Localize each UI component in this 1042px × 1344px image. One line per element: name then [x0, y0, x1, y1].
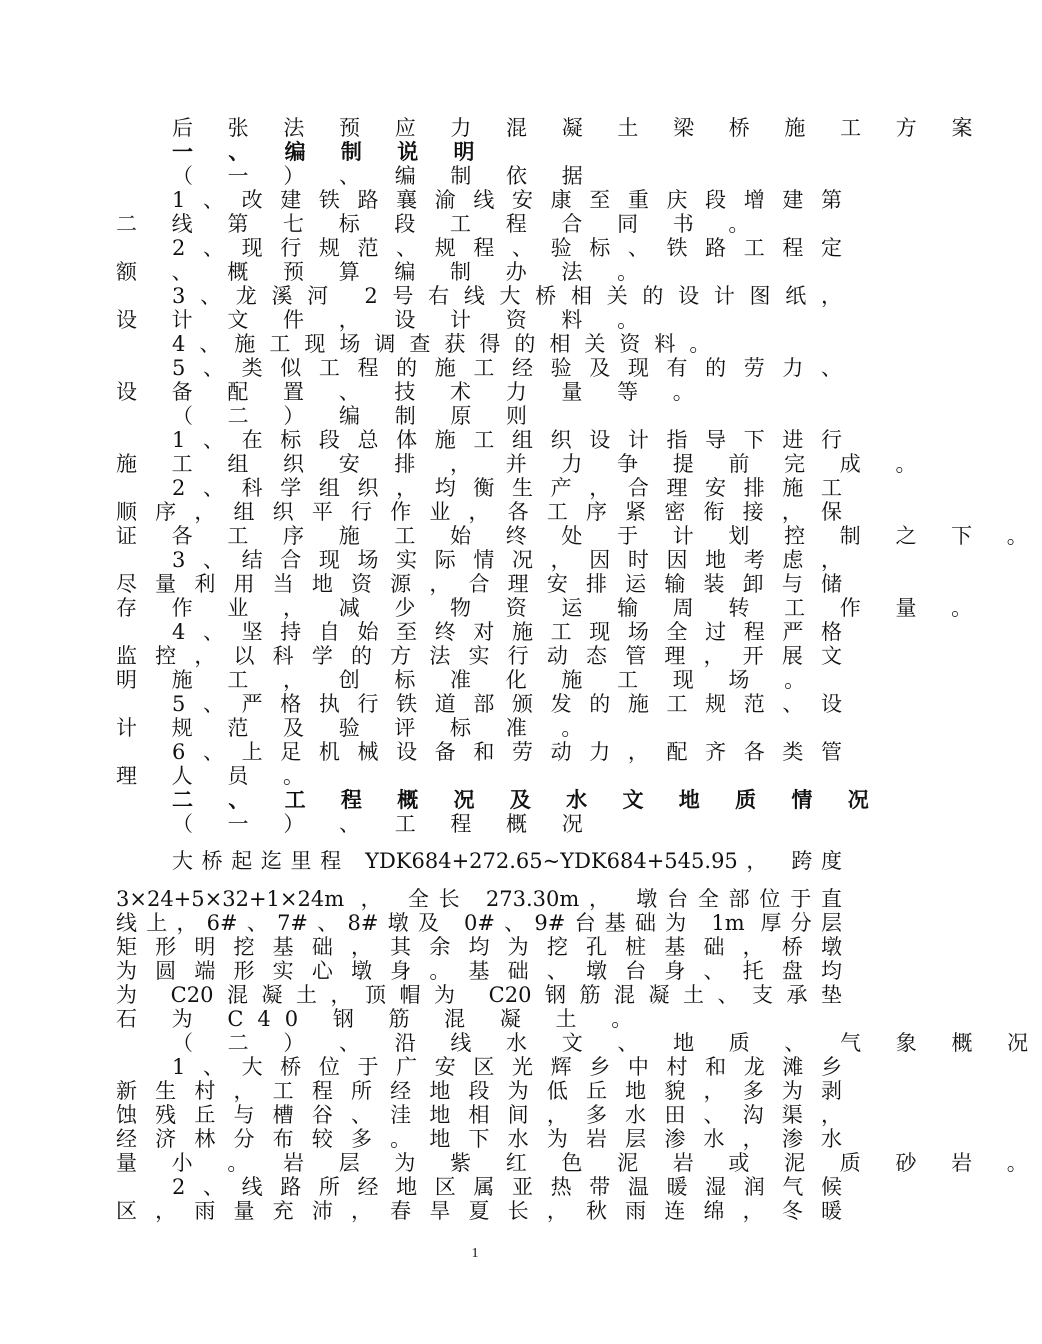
- text-line: 区，雨量充沛，春旱夏长，秋雨连绵，冬暖: [116, 1199, 842, 1223]
- text-line: 额 、 概 预 算 编 制 办 法 。: [116, 260, 653, 284]
- text-line: 证 各 工 序 施 工 始 终 处 于 计 划 控 制 之 下 。: [116, 524, 1042, 548]
- text-line: 5、类似工程的施工经验及现有的劳力、: [172, 356, 842, 380]
- text-line: 1、改建铁路襄渝线安康至重庆段增建第: [172, 188, 842, 212]
- text-line: 3、结合现场实际情况，因时因地考虑，: [172, 548, 842, 572]
- text-line: 3×24+5×32+1×24m ， 全长 273.30m， 墩台全部位于直: [116, 887, 842, 911]
- text-line: 一 、 编 制 说 明: [172, 139, 489, 164]
- text-line: 量 小 。 岩 层 为 紫 红 色 泥 岩 或 泥 质 砂 岩 。: [116, 1151, 1042, 1175]
- text-line: 3、龙溪河 2号右线大桥相关的设计图纸，: [172, 284, 842, 308]
- text-line: 新生村，工程所经地段为低丘地貌，多为剥: [116, 1079, 842, 1103]
- text-line: 蚀残丘与槽谷、洼地相间，多水田、沟渠，: [116, 1103, 842, 1127]
- text-line: 6、上足机械设备和劳动力，配齐各类管: [172, 740, 842, 764]
- text-line: 石 为 C40 钢 筋 混 凝 土 。: [116, 1007, 647, 1031]
- text-line: 1、在标段总体施工组织设计指导下进行: [172, 428, 842, 452]
- text-line: 矩形明挖基础，其余均为挖孔桩基础，桥墩: [116, 935, 842, 959]
- text-line: 5、严格执行铁道部颁发的施工规范、设: [172, 692, 842, 716]
- page-number: 1: [471, 1246, 479, 1261]
- text-line: 线上，6#、7#、8#墩及 0#、9#台基础为 1m 厚分层: [116, 911, 842, 935]
- text-line: 尽量利用当地资源，合理安排运输装卸与储: [116, 572, 842, 596]
- text-line: 计 规 范 及 验 评 标 准 。: [116, 716, 597, 740]
- text-line: 2、现行规范、规程、验标、铁路工程定: [172, 236, 842, 260]
- text-line: 2、线路所经地区属亚热带温暖湿润气候: [172, 1175, 842, 1199]
- text-line: 施 工 组 织 安 排 ， 并 力 争 提 前 完 成 。: [116, 452, 931, 476]
- text-line: （ 二 ） 编 制 原 则: [172, 404, 542, 428]
- text-line: 设 备 配 置 、 技 术 力 量 等 。: [116, 380, 708, 404]
- text-line: 为 C20混凝土，顶帽为 C20钢筋混凝土、支承垫: [116, 983, 842, 1007]
- text-line: （ 一 ） 、 工 程 概 况: [172, 812, 597, 836]
- text-line: 顺序，组织平行作业，各工序紧密衔接，保: [116, 500, 842, 524]
- text-line: 1、大桥位于广安区光辉乡中村和龙滩乡: [172, 1055, 842, 1079]
- text-line: 存 作 业 ， 减 少 物 资 运 输 周 转 工 作 量 。: [116, 596, 987, 620]
- text-line: 二 线 第 七 标 段 工 程 合 同 书 。: [116, 212, 764, 236]
- text-line: 4、坚持自始至终对施工现场全过程严格: [172, 620, 842, 644]
- text-line: 为圆端形实心墩身。基础、墩台身、托盘均: [116, 959, 842, 983]
- text-line: 理 人 员 。: [116, 764, 319, 788]
- text-line: （ 一 ） 、 编 制 依 据: [172, 164, 597, 188]
- text-line: （ 二 ） 、 沿 线 水 文 、 地 质 、 气 象 概 况: [172, 1031, 1042, 1055]
- text-line: 大桥起迄里程 YDK684+272.65~YDK684+545.95， 跨度: [172, 849, 842, 873]
- text-line: 4、施工现场调查获得的相关资料。: [172, 332, 725, 356]
- text-line: 后 张 法 预 应 力 混 凝 土 梁 桥 施 工 方 案: [172, 116, 987, 140]
- text-line: 经济林分布较多。地下水为岩层渗水，渗水: [116, 1127, 842, 1151]
- text-line: 监控，以科学的方法实行动态管理，开展文: [116, 644, 842, 668]
- text-line: 明 施 工 ， 创 标 准 化 施 工 现 场 。: [116, 668, 820, 692]
- text-line: 2、科学组织，均衡生产，合理安排施工: [172, 476, 842, 500]
- text-line: 二 、 工 程 概 况 及 水 文 地 质 情 况: [172, 787, 883, 812]
- text-line: 设 计 文 件 ， 设 计 资 料 。: [116, 308, 653, 332]
